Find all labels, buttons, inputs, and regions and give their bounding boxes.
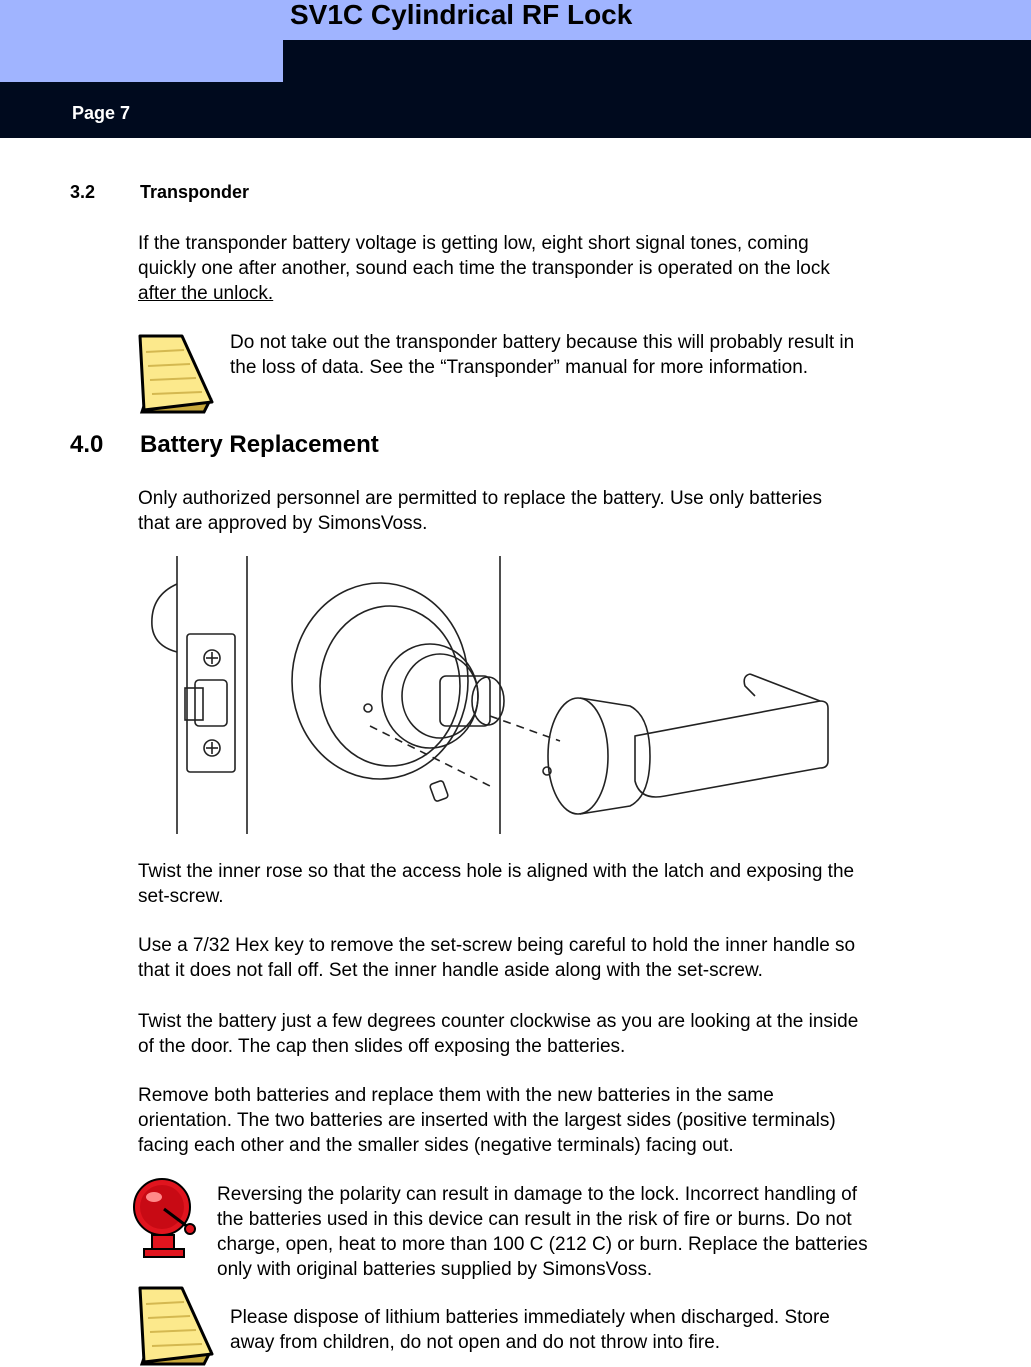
- notepad-icon: [134, 1284, 214, 1366]
- paragraph-line: set-screw.: [138, 886, 224, 907]
- warning-line: Reversing the polarity can result in damage to the lock. Incorrect handling of: [217, 1184, 858, 1205]
- paragraph-line: Remove both batteries and replace them with the new batteries in the same: [138, 1085, 774, 1106]
- paragraph-line: Use a 7/32 Hex key to remove the set-screw being careful to hold the inner handle so: [138, 935, 856, 956]
- document-title: SV1C Cylindrical RF Lock: [290, 0, 633, 30]
- note-line: away from children, do not open and do not throw into fire.: [230, 1332, 721, 1353]
- paragraph-line: Twist the battery just a few degrees counter clockwise as you are looking at the inside: [138, 1011, 859, 1032]
- section-number: 4.0: [70, 431, 104, 458]
- notepad-icon: [134, 332, 214, 414]
- header-dark-tab: [283, 40, 1031, 82]
- paragraph-line: that are approved by SimonsVoss.: [138, 513, 428, 534]
- section-title: Battery Replacement: [140, 431, 379, 458]
- warning-line: only with original batteries supplied by SimonsVoss.: [217, 1259, 653, 1280]
- section-number: 3.2: [70, 182, 96, 202]
- paragraph-line: of the door. The cap then slides off exposing the batteries.: [138, 1036, 626, 1057]
- section-title: Transponder: [140, 182, 250, 202]
- lock-assembly-illustration: [140, 556, 840, 836]
- paragraph-line: after the unlock.: [138, 283, 274, 304]
- alarm-bell-icon: [132, 1175, 200, 1259]
- paragraph-line: quickly one after another, sound each time the transponder is operated on the lock: [138, 258, 830, 279]
- header-bar: [0, 82, 1031, 138]
- note-line: Please dispose of lithium batteries immediately when discharged. Store: [230, 1307, 830, 1328]
- paragraph-line: If the transponder battery voltage is getting low, eight short signal tones, coming: [138, 233, 809, 254]
- paragraph-line: Twist the inner rose so that the access hole is aligned with the latch and exposing the: [138, 861, 855, 882]
- paragraph-line: facing each other and the smaller sides (negative terminals) facing out.: [138, 1135, 734, 1156]
- warning-line: the batteries used in this device can result in the risk of fire or burns. Do not: [217, 1209, 852, 1230]
- paragraph-line: that it does not fall off. Set the inner handle aside along with the set-screw.: [138, 960, 763, 981]
- paragraph-line: Only authorized personnel are permitted to replace the battery. Use only batteries: [138, 488, 823, 509]
- page-number: Page 7: [72, 103, 131, 123]
- warning-line: charge, open, heat to more than 100 C (212 C) or burn. Replace the batteries: [217, 1234, 868, 1255]
- note-line: Do not take out the transponder battery because this will probably result in: [230, 332, 855, 353]
- paragraph-line: orientation. The two batteries are inserted with the largest sides (positive terminals): [138, 1110, 836, 1131]
- note-line: the loss of data. See the “Transponder” manual for more information.: [230, 357, 809, 378]
